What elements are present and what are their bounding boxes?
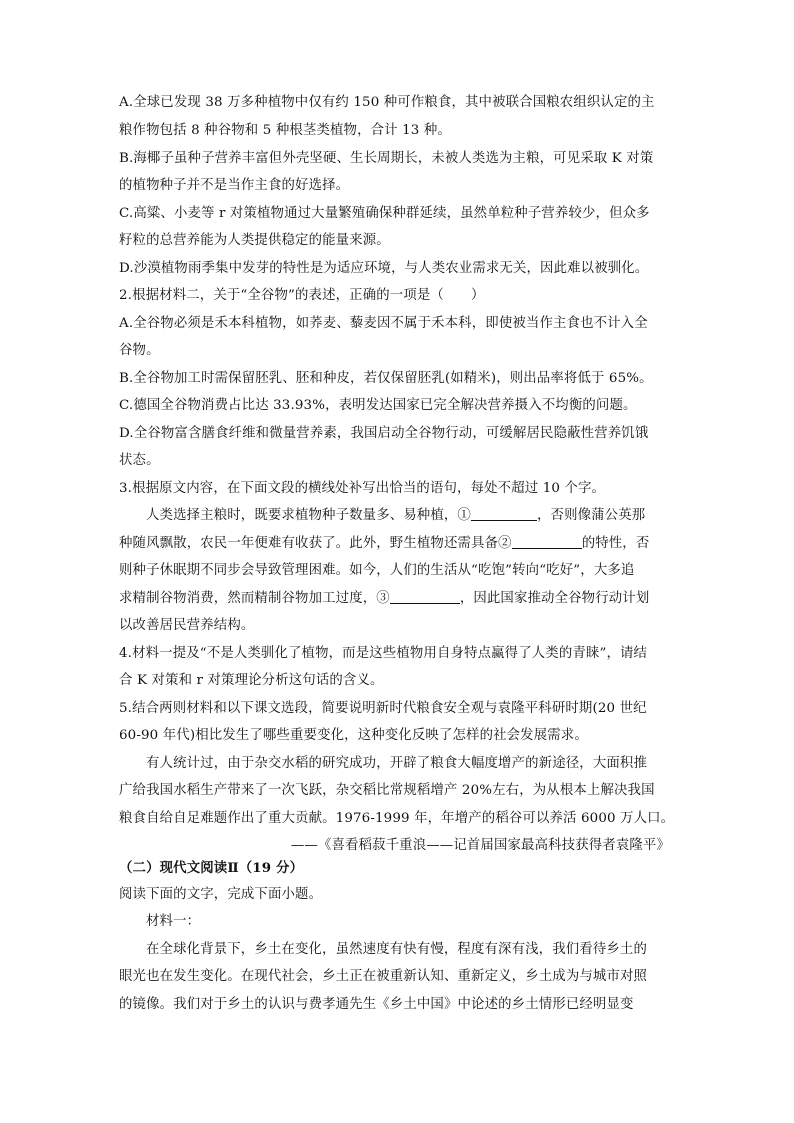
fill-text: 种随风飘散，农民一年便难有收获了。此外，野生植物还需具备② bbox=[119, 536, 512, 551]
fill-passage-line-5: 以改善居民营养结构。 bbox=[119, 618, 255, 633]
fill-passage-line-2 bbox=[119, 534, 679, 554]
excerpt-line-1: 有人统计过，由于杂交水稻的研究成功，开辟了粮食大幅度增产的新途径，大面积推 bbox=[146, 756, 648, 771]
question-2-stem: 2.根据材料二，关于“全谷物”的表述，正确的一项是（ ） bbox=[119, 288, 485, 303]
material-line-2: 眼光也在发生变化。在现代社会，乡土正在被重新认知、重新定义，乡土成为与城市对照 bbox=[119, 969, 648, 984]
material-line-1: 在全球化背景下，乡土在变化，虽然速度有快有慢，程度有深有浅，我们看待乡土的 bbox=[146, 942, 648, 957]
question-4-line-2: 合 K 对策和 r 对策理论分析这句话的含义。 bbox=[119, 673, 384, 688]
option-b-line-1: B.海椰子虽种子营养丰富但外壳坚硬、生长周期长，未被人类选为主粮，可见采取 K 对策 bbox=[119, 151, 654, 166]
question-5-line-1: 5.结合两则材料和以下课文选段，简要说明新时代粮食安全观与袁隆平科研时期(20 世纪 bbox=[119, 701, 647, 716]
q2-option-d-line-1: D.全谷物富含膳食纤维和微量营养素，我国启动全谷物行动，可缓解居民隐蔽性营养饥饿 bbox=[119, 426, 649, 441]
q2-option-c-line: C.德国全谷物消费占比达 33.93%，表明发达国家已完全解决营养摄入不均衡的问题。 bbox=[119, 398, 637, 413]
fill-passage-line-3: 则种子休眠期不同步会导致管理困难。如今，人们的生活从“吃饱”转向“吃好”，大多追 bbox=[119, 563, 635, 578]
fill-passage-line-1 bbox=[146, 506, 706, 526]
fill-text: ，否则像蒲公英那 bbox=[536, 508, 646, 523]
material-line-3: 的镜像。我们对于乡土的认识与费孝通先生《乡土中国》中论述的乡土情形已经明显变 bbox=[119, 997, 634, 1012]
material-label: 材料一： bbox=[146, 914, 201, 929]
q2-option-b-line: B.全谷物加工时需保留胚乳、胚和种皮，若仅保留胚乳(如精米)，则出品率将低于 65%。 bbox=[119, 371, 653, 386]
fill-passage-line-4 bbox=[119, 589, 679, 609]
question-5-line-2: 60-90 年代)相比发生了哪些重要变化，这种变化反映了怎样的社会发展需求。 bbox=[119, 728, 588, 743]
blank-1[interactable] bbox=[471, 506, 537, 521]
fill-text: 的特性，否 bbox=[581, 536, 650, 551]
excerpt-source: ——《喜看稻菽千重浪——记首届国家最高科技获得者袁隆平》 bbox=[290, 838, 670, 853]
fill-text: 人类选择主粮时，既要求植物种子数量多、易种植，① bbox=[146, 508, 471, 523]
option-b-line-2: 的植物种子并不是当作主食的好选择。 bbox=[119, 178, 350, 193]
option-d-line: D.沙漠植物雨季集中发芽的特性是为适应环境，与人类农业需求无关，因此难以被驯化。 bbox=[119, 261, 649, 276]
blank-2[interactable] bbox=[512, 534, 582, 549]
q2-option-a-line-1: A.全谷物必须是禾本科植物，如荞麦、藜麦因不属于禾本科，即使被当作主食也不计入全 bbox=[119, 316, 648, 331]
fill-text: ，因此国家推动全谷物行动计划 bbox=[459, 591, 650, 606]
q2-option-a-line-2: 谷物。 bbox=[119, 343, 160, 358]
excerpt-line-2: 广给我国水稻生产带来了一次飞跃，杂交稻比常规稻增产 20%左右，为从根本上解决我国 bbox=[119, 783, 655, 798]
instruction-text: 阅读下面的文字，完成下面小题。 bbox=[119, 887, 323, 902]
question-3-stem: 3.根据原文内容，在下面文段的横线处补写出恰当的语句，每处不超过 10 个字。 bbox=[119, 481, 606, 496]
excerpt-line-3: 粮食自给自足难题作出了重大贡献。1976-1999 年，年增产的稻谷可以养活 6000 万人口。 bbox=[119, 811, 675, 826]
option-c-line-2: 籽粒的总营养能为人类提供稳定的能量来源。 bbox=[119, 233, 390, 248]
fill-text: 求精制谷物消费，然而精制谷物加工过度，③ bbox=[119, 591, 390, 606]
option-a-line-1: A.全球已发现 38 万多种植物中仅有约 150 种可作粮食，其中被联合国粮农组织认定的主 bbox=[119, 95, 655, 110]
option-a-line-2: 粮作物包括 8 种谷物和 5 种根茎类植物，合计 13 种。 bbox=[119, 123, 451, 138]
section-heading: （二）现代文阅读Ⅱ（19 分） bbox=[119, 860, 304, 876]
blank-3[interactable] bbox=[390, 589, 460, 604]
option-c-line-1: C.高粱、小麦等 r 对策植物通过大量繁殖确保种群延续，虽然单粒种子营养较少，但众多 bbox=[119, 206, 650, 221]
question-4-line-1: 4.材料一提及“不是人类驯化了植物，而是这些植物用自身特点赢得了人类的青睐”，请结 bbox=[119, 646, 648, 661]
q2-option-d-line-2: 状态。 bbox=[119, 453, 160, 468]
